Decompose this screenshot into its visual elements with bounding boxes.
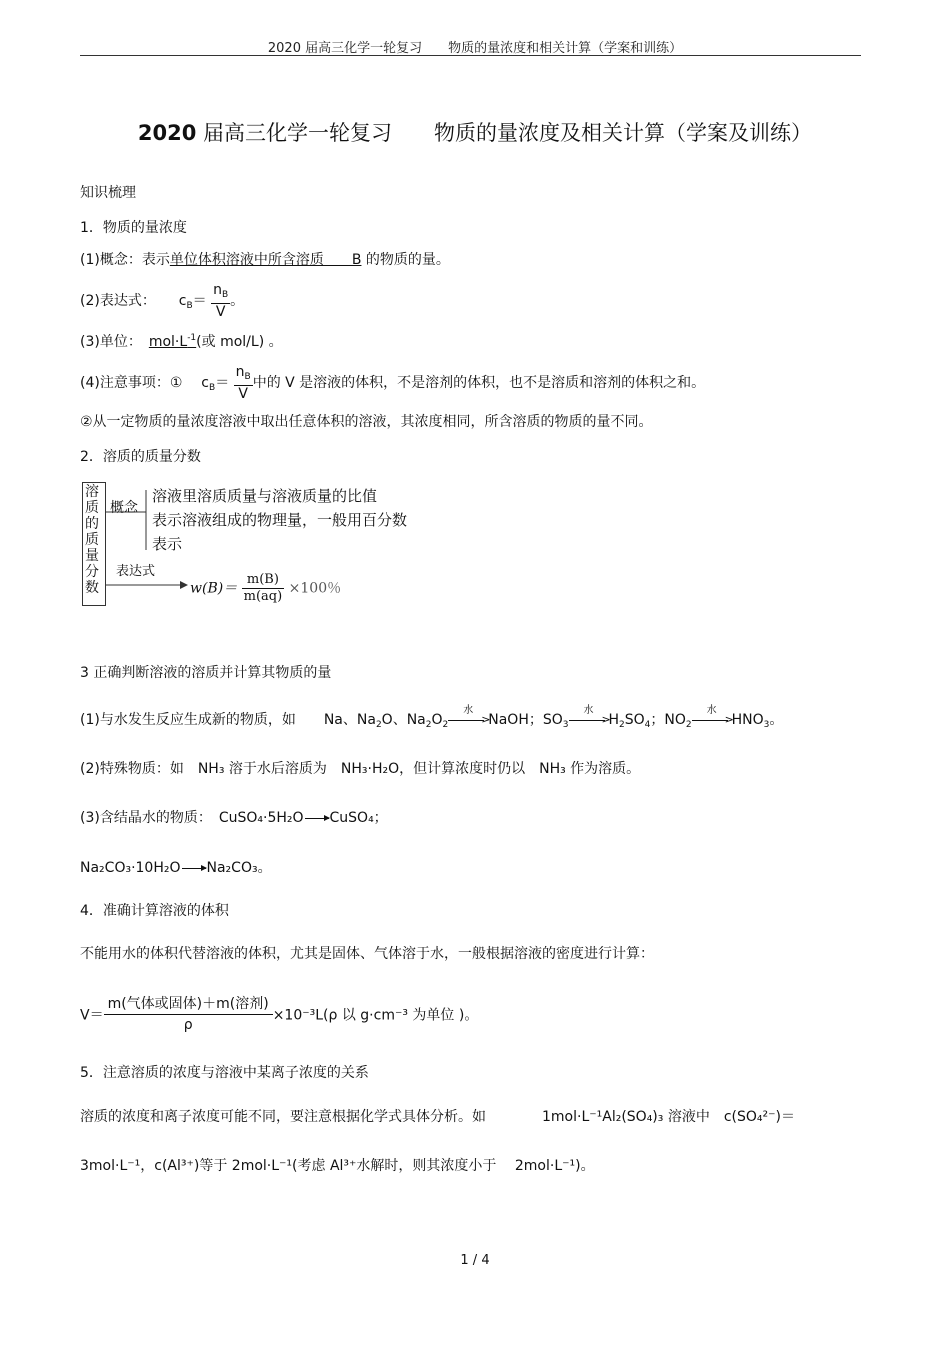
s1-fraction (211, 282, 230, 320)
s1-unit-label: (3)单位： (80, 334, 135, 350)
diagram-concept-label: 概念 (110, 500, 138, 516)
sub-2: 2 (425, 720, 432, 730)
s4-tail: ×10⁻³L(ρ 以 g·cm⁻³ 为单位 )。 (272, 1007, 479, 1024)
diagram-formula-lhs: w(B)＝ (190, 580, 238, 597)
s5-line2: 3mol·L⁻¹，c(Al³⁺)等于 2mol·L⁻¹(考虑 Al³⁺水解时，则其浓度小于 2mol·L⁻¹)。 (80, 1158, 595, 1174)
diagram-vchar: 质 (85, 532, 99, 548)
s1-note-n-sub: B (244, 372, 251, 382)
s1-eq: ＝ (192, 293, 207, 309)
diagram-vchar: 量 (85, 548, 99, 564)
section-knowledge: 知识梳理 (80, 185, 136, 201)
s1-heading: 1．物质的量浓度 (80, 220, 187, 236)
diagram-line1: 溶液里溶质质量与溶液质量的比值 (152, 487, 378, 505)
s2-heading: 2．溶质的质量分数 (80, 449, 201, 465)
s1-concept-prefix: (1)概念：表示 (80, 252, 170, 268)
s1-note-c-sub: B (209, 383, 216, 393)
header-rule (80, 55, 861, 56)
diagram-formula-fraction (242, 572, 285, 605)
s1-expression (80, 282, 244, 320)
arrow-water-label: 水 (706, 705, 717, 716)
s3-item4-suffix: Na₂CO₃。 (206, 860, 272, 876)
s4-formula (80, 994, 478, 1035)
s1-concept-underlined: 单位体积溶液中所含溶质 B (169, 252, 362, 268)
s5-line1: 溶质的浓度和离子浓度可能不同，要注意根据化学式具体分析。如 1mol·L⁻¹Al₂(SO₄)₃ 溶液中 c(SO₄²⁻)＝ (80, 1109, 795, 1125)
s3-item1: (1)与水发生反应生成新的物质，如 Na、$Na_2O$、$Na_2O_2$ 水 > NaOH；$SO_3$ 水 > $H_2SO_4$；$NO_2$ 水 > $HNO_3$。 (80, 709, 783, 730)
diagram-vchar: 数 (85, 580, 99, 596)
s1-note-c: c (201, 375, 209, 391)
diagram-formula-num: m(B) (242, 572, 285, 589)
diagram-line2: 表示溶液组成的物理量，一般用百分数 (152, 511, 408, 529)
s4-v-eq: V＝ (80, 1007, 104, 1024)
page-number: 1 / 4 (460, 1253, 490, 1268)
s1-v: V (215, 304, 226, 320)
diagram-formula-den: m(aq) (243, 589, 283, 604)
sub-2: 2 (442, 720, 449, 730)
s3-item1-prefix: (1)与水发生反应生成新的物质，如 Na、Na (80, 712, 376, 728)
diagram-vchar: 的 (85, 516, 99, 532)
s4-text: 不能用水的体积代替溶液的体积，尤其是固体、气体溶于水，一般根据溶液的密度进行计算： (80, 946, 654, 962)
title-text: 届高三化学一轮复习 物质的量浓度及相关计算（学案及训练） (196, 121, 813, 145)
s1-unit-text: mol·L (148, 334, 188, 350)
s1-c: c (178, 293, 187, 309)
s1-note-n: n (235, 364, 245, 380)
s3-item4 (80, 857, 272, 877)
title-year: 2020 (137, 121, 197, 145)
diagram-line3: 表示 (152, 535, 183, 553)
reaction-arrow: 水 > (692, 713, 732, 727)
s1-note2: ②从一定物质的量浓度溶液中取出任意体积的溶液，其浓度相同，所含溶质的物质的量不同。 (80, 414, 653, 430)
s1-c-sub: B (186, 301, 193, 311)
s1-note-v: V (238, 386, 248, 402)
sub-4: 4 (644, 720, 651, 730)
s1-note-text: 中的 V 是溶液的体积，不是溶剂的体积，也不是溶质和溶剂的体积之和。 (252, 375, 706, 391)
s4-den: ρ (183, 1017, 193, 1033)
document-title (0, 117, 950, 147)
s3-item3-suffix: CuSO₄； (329, 810, 388, 826)
s1-period: 。 (230, 293, 245, 309)
s1-unit-alt: (或 mol/L) 。 (196, 334, 283, 350)
s1-unit (80, 331, 283, 351)
s4-fraction (104, 994, 273, 1035)
s3-item3-prefix: (3)含结晶水的物质： CuSO₄·5H₂O (80, 810, 304, 826)
s1-n: n (213, 282, 222, 298)
s1-expr-label: (2)表达式： (80, 293, 156, 309)
s1-note-fraction (234, 364, 253, 402)
sub-2: 2 (619, 720, 625, 730)
diagram-vchar: 分 (85, 564, 99, 580)
s1-concept (80, 249, 450, 269)
arrow-water-label: 水 (583, 705, 594, 716)
sub-3: 3 (562, 720, 569, 730)
s1-note-label: (4)注意事项：① (80, 375, 183, 391)
sub-3: 3 (763, 720, 770, 730)
sub-2: 2 (685, 720, 692, 730)
s1-unit-value (149, 334, 196, 350)
s3-heading: 3 正确判断溶液的溶质并计算其物质的量 (80, 665, 332, 681)
yield-arrow (182, 868, 206, 869)
reaction-arrow: 水 > (448, 713, 488, 727)
sub-2: 2 (375, 720, 382, 730)
s1-unit-sup: -1 (187, 333, 197, 343)
diagram-vchar: 溶 (85, 484, 99, 500)
diagram-vchar: 质 (85, 500, 99, 516)
s5-heading: 5．注意溶质的浓度与溶液中某离子浓度的关系 (80, 1065, 369, 1081)
s3-item4-prefix: Na₂CO₃·10H₂O (80, 860, 181, 876)
s1-note (80, 364, 705, 402)
reaction-arrow: 水 > (569, 713, 609, 727)
s3-item2: (2)特殊物质：如 NH₃ 溶于水后溶质为 NH₃·H₂O，但计算浓度时仍以 NH₃ 作为溶质。 (80, 761, 641, 777)
yield-arrow (305, 818, 329, 819)
s1-note-eq: ＝ (215, 375, 230, 391)
page-header: 2020 届高三化学一轮复习 物质的量浓度和相关计算（学案和训练） (267, 41, 683, 56)
s4-heading: 4．准确计算溶液的体积 (80, 903, 229, 919)
mass-fraction-diagram (80, 480, 440, 608)
diagram-formula-rhs: ×100％ (288, 580, 342, 597)
s4-num: m(气体或固体)＋m(溶剂) (104, 994, 273, 1015)
arrow-water-label: 水 (463, 705, 474, 716)
diagram-formula (190, 572, 341, 605)
s1-concept-suffix: 的物质的量。 (361, 252, 450, 268)
s3-item3 (80, 807, 388, 827)
diagram-expr-label: 表达式 (116, 564, 156, 579)
s1-n-sub: B (221, 290, 229, 300)
